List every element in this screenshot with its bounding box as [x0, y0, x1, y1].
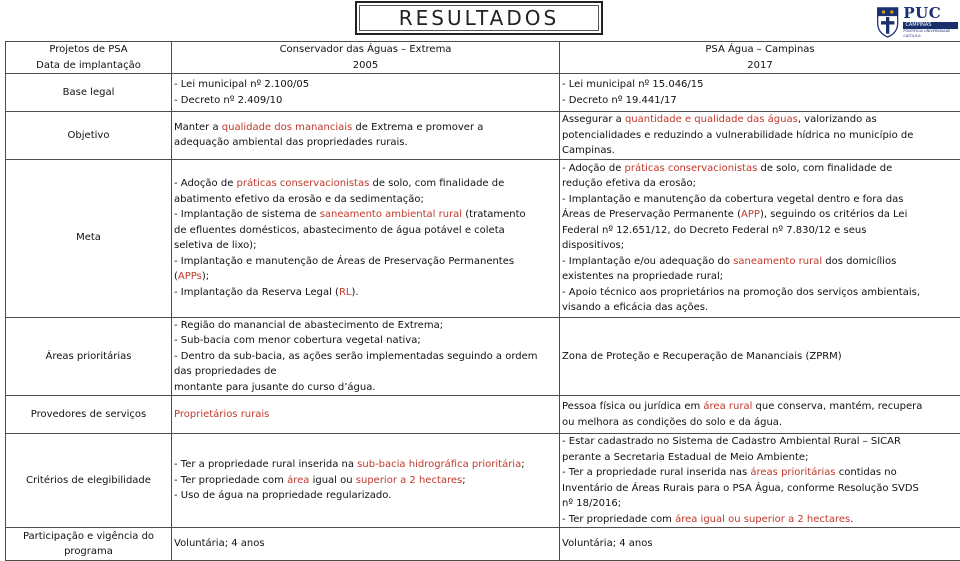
cell-line: [562, 415, 958, 431]
cell-line: [562, 223, 958, 239]
text-segment: - Ter propriedade com: [562, 514, 675, 525]
row-col1-cell: [172, 159, 560, 317]
row-col2-cell: [560, 112, 960, 160]
text-segment: - Ter a propriedade rural inserida na: [174, 459, 357, 470]
cell-line: [174, 318, 557, 334]
highlighted-text: área rural: [703, 401, 752, 412]
cell-line: [562, 481, 958, 497]
cell-line: [174, 488, 557, 504]
text-segment: de efluentes domésticos, abastecimento de água potável e coleta: [174, 225, 505, 236]
text-segment: );: [202, 271, 209, 282]
cell-line: [174, 269, 557, 285]
text-segment: - Decreto nº 19.441/17: [562, 95, 677, 106]
highlighted-text: Proprietários rurais: [174, 409, 269, 420]
text-segment: - Ter propriedade com: [174, 475, 287, 486]
cell-line: [562, 349, 958, 365]
cell-line: [174, 77, 557, 93]
cell-line: [562, 112, 958, 128]
header-row: [6, 42, 960, 74]
text-segment: - Adoção de: [174, 178, 237, 189]
text-segment: - Implantação e manutenção da cobertura vegetal dentro e fora das: [562, 194, 903, 205]
text-segment: redução efetiva da erosão;: [562, 178, 696, 189]
text-segment: igual ou: [309, 475, 355, 486]
highlighted-text: RL: [339, 287, 352, 298]
cell-line: [562, 254, 958, 270]
text-segment: ;: [462, 475, 465, 486]
cell-line: [562, 285, 958, 301]
highlighted-text: práticas conservacionistas: [237, 178, 370, 189]
text-segment: ), seguindo os critérios da Lei: [760, 209, 907, 220]
highlighted-text: superior a 2 hectares: [356, 475, 462, 486]
row-label: Base legal: [6, 74, 172, 112]
row-col1-cell: [172, 396, 560, 434]
cell-line: [174, 457, 557, 473]
text-segment: - Ter a propriedade rural inserida nas: [562, 467, 750, 478]
row-col2-cell: [560, 74, 960, 112]
text-segment: Voluntária; 4 anos: [174, 538, 265, 549]
highlighted-text: saneamento rural: [733, 256, 822, 267]
header-col1-year: 2005: [174, 58, 557, 74]
cell-line: [174, 254, 557, 270]
text-segment: potencialidades e reduzindo a vulnerabilidade hídrica no município de: [562, 130, 913, 141]
text-segment: dispositivos;: [562, 240, 624, 251]
row-label: Meta: [6, 159, 172, 317]
text-segment: seletiva de lixo);: [174, 240, 256, 251]
cell-line: [562, 399, 958, 415]
table-row: [6, 159, 960, 317]
row-label: Provedores de serviços: [6, 396, 172, 434]
text-segment: , valorizando as: [798, 114, 877, 125]
cell-line: [174, 238, 557, 254]
cell-line: [174, 285, 557, 301]
text-segment: Pessoa física ou jurídica em: [562, 401, 703, 412]
cell-line: [562, 161, 958, 177]
header-col1-title: Conservador das Águas – Extrema: [174, 42, 557, 58]
text-segment: Áreas de Preservação Permanente (: [562, 209, 741, 220]
highlighted-text: área: [287, 475, 309, 486]
text-segment: existentes na propriedade rural;: [562, 271, 723, 282]
cell-line: [562, 77, 958, 93]
highlighted-text: qualidade dos mananciais: [222, 122, 352, 133]
highlighted-text: APPs: [178, 271, 202, 282]
text-segment: ).: [351, 287, 358, 298]
page-title: RESULTADOS: [399, 6, 559, 30]
text-segment: nº 18/2016;: [562, 498, 621, 509]
cell-line: [174, 407, 557, 423]
text-segment: - Decreto nº 2.409/10: [174, 95, 282, 106]
table-row: [6, 112, 960, 160]
cell-line: [562, 192, 958, 208]
cell-line: [562, 128, 958, 144]
text-segment: Manter a: [174, 122, 222, 133]
header-label-line2: Data de implantação: [8, 58, 169, 74]
text-segment: Voluntária; 4 anos: [562, 538, 653, 549]
cell-line: [174, 223, 557, 239]
results-table: [5, 41, 960, 561]
text-segment: - Dentro da sub-bacia, as ações serão implementadas seguindo a ordem: [174, 351, 538, 362]
text-segment: montante para jusante do curso d’água.: [174, 382, 376, 393]
text-segment: - Uso de água na propriedade regularizado.: [174, 490, 391, 501]
cell-line: [562, 496, 958, 512]
cell-line: [174, 333, 557, 349]
cell-line: [562, 434, 958, 450]
cell-line: [562, 93, 958, 109]
cell-line: [174, 536, 557, 552]
row-col2-cell: [560, 159, 960, 317]
cell-line: [174, 135, 557, 151]
header-col2-title: PSA Água – Campinas: [562, 42, 958, 58]
table-row: [6, 74, 960, 112]
highlighted-text: área igual ou superior a 2 hectares: [675, 514, 850, 525]
cell-line: [174, 93, 557, 109]
highlighted-text: sub-bacia hidrográfica prioritária: [357, 459, 521, 470]
cell-line: [174, 364, 557, 380]
text-segment: contidas no: [836, 467, 897, 478]
row-col2-cell: [560, 317, 960, 396]
row-col1-cell: [172, 112, 560, 160]
text-segment: - Implantação da Reserva Legal (: [174, 287, 339, 298]
text-segment: das propriedades de: [174, 366, 276, 377]
cell-line: [174, 380, 557, 396]
text-segment: dos domicílios: [822, 256, 896, 267]
cell-line: [562, 512, 958, 528]
text-segment: de Extrema e promover a: [352, 122, 483, 133]
row-label: Objetivo: [6, 112, 172, 160]
text-segment: - Implantação e manutenção de Áreas de Preservação Permanentes: [174, 256, 514, 267]
puc-logo: [876, 2, 958, 42]
text-segment: (tratamento: [462, 209, 526, 220]
text-segment: - Apoio técnico aos proprietários na promoção dos serviços ambientais,: [562, 287, 920, 298]
text-segment: ;: [521, 459, 524, 470]
cell-line: [174, 192, 557, 208]
row-col1-cell: [172, 528, 560, 561]
highlighted-text: saneamento ambiental rural: [320, 209, 462, 220]
cell-line: [562, 238, 958, 254]
text-segment: Assegurar a: [562, 114, 625, 125]
logo-name: PUC: [903, 6, 958, 21]
text-segment: .: [850, 514, 853, 525]
text-segment: abatimento efetivo da erosão e da sedimentação;: [174, 194, 424, 205]
text-segment: Federal nº 12.651/12, do Decreto Federal nº 7.830/12 e seus: [562, 225, 866, 236]
highlighted-text: quantidade e qualidade das águas: [625, 114, 798, 125]
cell-line: [562, 300, 958, 316]
text-segment: (: [174, 271, 178, 282]
text-segment: - Sub-bacia com menor cobertura vegetal nativa;: [174, 335, 421, 346]
header-label-line1: Projetos de PSA: [8, 42, 169, 58]
logo-campinas: CAMPINAS: [903, 22, 958, 29]
header-col2-year: 2017: [562, 58, 958, 74]
cell-line: [562, 465, 958, 481]
text-segment: de solo, com finalidade de: [757, 163, 892, 174]
row-col2-cell: [560, 396, 960, 434]
header-col2-cell: [560, 42, 960, 74]
text-segment: Inventário de Áreas Rurais para o PSA Água, conforme Resolução SVDS: [562, 483, 919, 494]
highlighted-text: áreas prioritárias: [750, 467, 835, 478]
text-segment: Campinas.: [562, 145, 615, 156]
cell-line: [174, 120, 557, 136]
text-segment: de solo, com finalidade de: [369, 178, 504, 189]
text-segment: - Implantação e/ou adequação do: [562, 256, 733, 267]
table-row: [6, 317, 960, 396]
highlighted-text: práticas conservacionistas: [625, 163, 758, 174]
text-segment: visando a eficácia das ações.: [562, 302, 708, 313]
text-segment: - Região do manancial de abastecimento de Extrema;: [174, 320, 443, 331]
text-segment: - Lei municipal nº 15.046/15: [562, 79, 704, 90]
cell-line: [174, 207, 557, 223]
row-col1-cell: [172, 74, 560, 112]
row-col2-cell: [560, 528, 960, 561]
puc-crest-icon: [876, 3, 899, 41]
header-label-cell: [6, 42, 172, 74]
cell-line: [174, 176, 557, 192]
table-row: [6, 434, 960, 528]
text-segment: ou melhora as condições do solo e da água.: [562, 417, 782, 428]
text-segment: perante a Secretaria Estadual de Meio Ambiente;: [562, 452, 808, 463]
cell-line: [174, 349, 557, 365]
table-row: [6, 396, 960, 434]
cell-line: [174, 473, 557, 489]
cell-line: [562, 143, 958, 159]
row-col2-cell: [560, 434, 960, 528]
text-segment: adequação ambiental das propriedades rurais.: [174, 137, 408, 148]
cell-line: [562, 536, 958, 552]
text-segment: que conserva, mantém, recupera: [752, 401, 922, 412]
cell-line: [562, 176, 958, 192]
cell-line: [562, 269, 958, 285]
title-box: [355, 1, 603, 35]
table-row: [6, 528, 960, 561]
row-col1-cell: [172, 317, 560, 396]
title-inner-frame: [359, 5, 599, 31]
text-segment: - Implantação de sistema de: [174, 209, 320, 220]
header-col1-cell: [172, 42, 560, 74]
cell-line: [562, 450, 958, 466]
row-label: Critérios de elegibilidade: [6, 434, 172, 528]
logo-subtitle: PONTIFÍCIA UNIVERSIDADE CATÓLICA: [903, 29, 958, 39]
text-segment: - Adoção de: [562, 163, 625, 174]
highlighted-text: APP: [741, 209, 760, 220]
text-segment: - Lei municipal nº 2.100/05: [174, 79, 309, 90]
text-segment: - Estar cadastrado no Sistema de Cadastro Ambiental Rural – SICAR: [562, 436, 901, 447]
row-label: Participação e vigência do programa: [6, 528, 172, 561]
cell-line: [562, 207, 958, 223]
row-label: Áreas prioritárias: [6, 317, 172, 396]
row-col1-cell: [172, 434, 560, 528]
text-segment: Zona de Proteção e Recuperação de Mananciais (ZPRM): [562, 351, 842, 362]
